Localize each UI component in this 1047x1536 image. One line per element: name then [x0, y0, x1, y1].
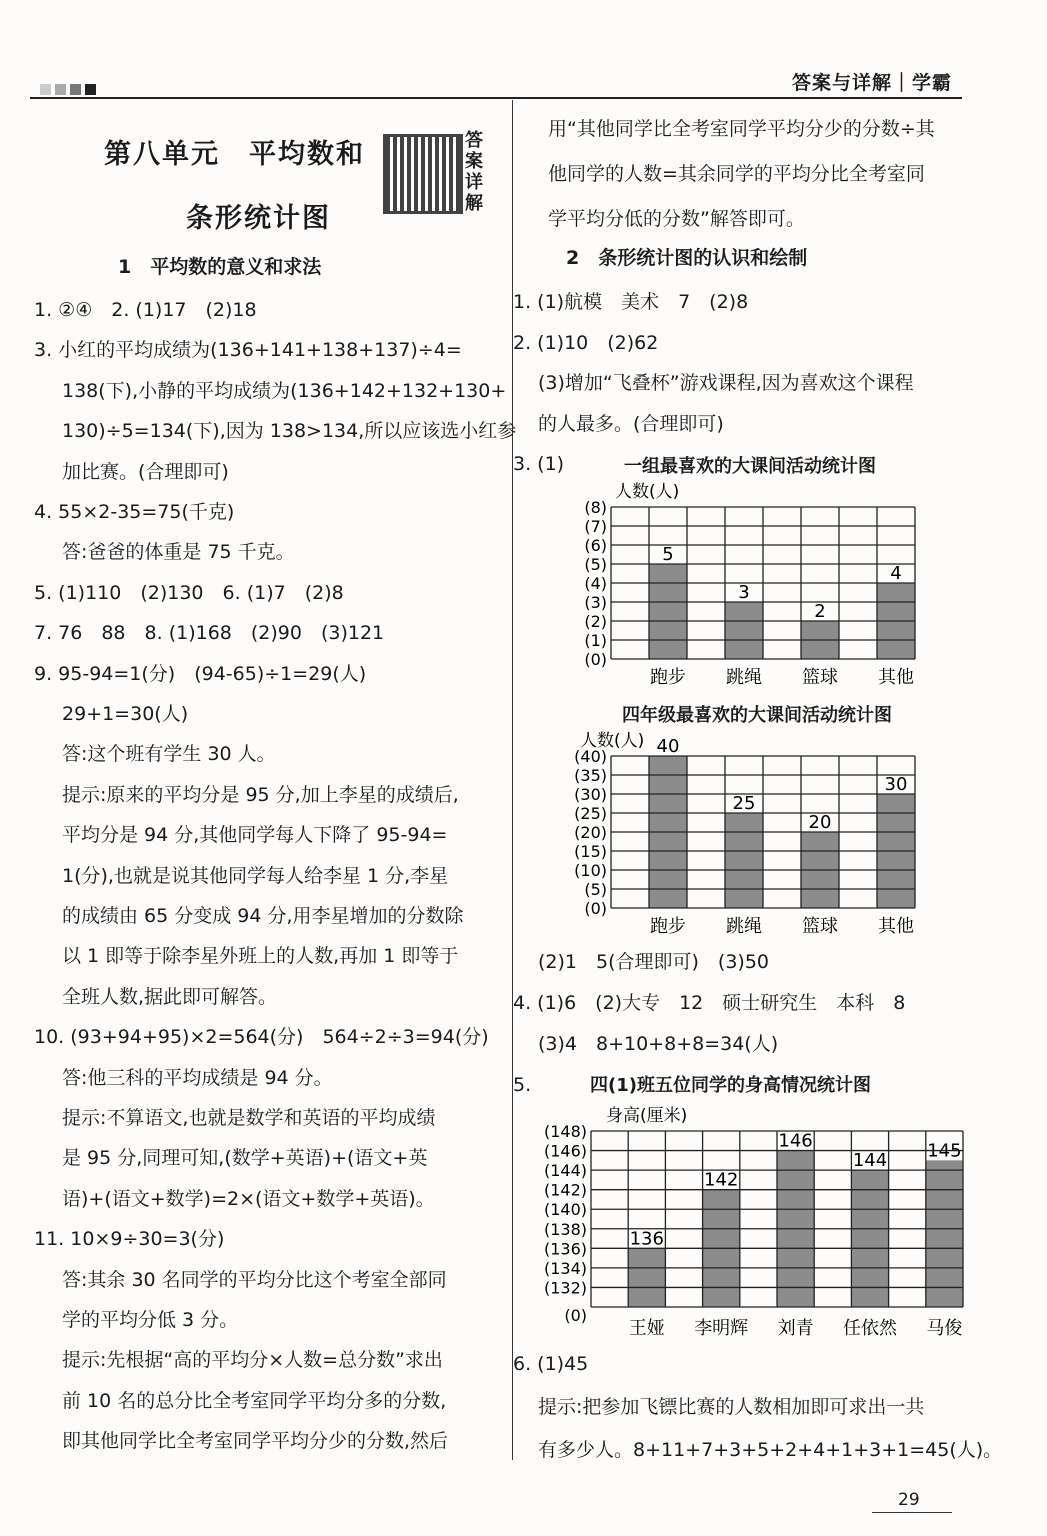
chart1-title: 一组最喜欢的大课间活动统计图: [624, 456, 876, 477]
qr-code-icon[interactable]: [383, 134, 463, 214]
chart-bar: [725, 813, 763, 908]
text-line: 答:他三科的平均成绩是 94 分。: [62, 1066, 333, 1089]
chart-category-label: 跑步: [650, 916, 686, 937]
text-line: 平均分是 94 分,其他同学每人下降了 95-94=: [62, 824, 448, 847]
chart-ytick: (2): [584, 612, 607, 631]
chart-category-label: 任依然: [843, 1318, 897, 1339]
chart-data-label: 4: [890, 563, 902, 584]
text-line: 答:这个班有学生 30 人。: [62, 743, 276, 766]
header-square-mid: [55, 84, 66, 95]
text-line: 5.: [513, 1074, 532, 1096]
text-line: 是 95 分,同理可知,(数学+英语)+(语文+英: [62, 1147, 428, 1170]
text-line: 3. 小红的平均成绩为(136+141+138+137)÷4=: [34, 339, 462, 362]
chart-bar: [926, 1160, 963, 1307]
chart-ytick: (5): [584, 880, 607, 899]
footer-rule: [872, 1512, 952, 1513]
text-line: 的人最多。(合理即可): [538, 412, 724, 435]
text-line: 29+1=30(人): [62, 703, 189, 725]
brand-label: 答案与详解｜学霸: [791, 72, 952, 94]
text-line: 全班人数,据此即可解答。: [62, 985, 278, 1008]
header-square-light: [40, 84, 51, 95]
chart-ytick: (1): [584, 631, 607, 650]
header-rule: [30, 97, 962, 99]
text-line: 的成绩由 65 分变成 94 分,用李星增加的分数除: [62, 905, 464, 927]
page-number: 29: [898, 1490, 920, 1510]
chart-ytick: (20): [574, 823, 607, 842]
unit-title-line1: 第八单元 平均数和: [104, 139, 365, 170]
chart-data-label: 146: [778, 1130, 813, 1152]
text-line: 答:爸爸的体重是 75 千克。: [62, 541, 295, 564]
chart-ytick: (0): [564, 1306, 587, 1325]
text-line: (3)增加“飞叠杯”游戏课程,因为喜欢这个课程: [538, 372, 914, 394]
chart-ytick: (8): [584, 498, 607, 517]
chart-data-label: 25: [732, 793, 756, 814]
text-line: 提示:原来的平均分是 95 分,加上李星的成绩后,: [62, 783, 459, 806]
text-line: 138(下),小静的平均成绩为(136+142+132+130+: [62, 379, 507, 402]
text-line: 提示:不算语文,也就是数学和英语的平均成绩: [62, 1107, 436, 1129]
text-line: 3. (1): [513, 453, 565, 475]
chart-category-label: 其他: [878, 667, 914, 688]
text-line: 4. (1)6 (2)大专 12 硕士研究生 本科 8: [513, 992, 906, 1014]
chart2-title: 四年级最喜欢的大课间活动统计图: [622, 705, 892, 726]
chart-ytick: (146): [543, 1141, 587, 1161]
chart-category-label: 跑步: [650, 667, 686, 688]
section-title-2: 2 条形统计图的认识和绘制: [566, 247, 808, 269]
text-line: 提示:先根据“高的平均分×人数=总分数”求出: [62, 1349, 443, 1372]
text-line: 答:其余 30 名同学的平均分比这个考室全部同: [62, 1268, 447, 1291]
chart-data-label: 30: [884, 774, 908, 795]
text-line: 提示:把参加飞镖比赛的人数相加即可求出一共: [538, 1396, 925, 1418]
chart-data-label: 136: [629, 1228, 664, 1250]
chart-data-label: 2: [814, 601, 826, 622]
chart-data-label: 142: [704, 1169, 739, 1191]
chart-ytick: (10): [574, 861, 607, 880]
text-line: 即其他同学比全考室同学平均分少的分数,然后: [62, 1430, 449, 1453]
chart-ytick: (6): [584, 536, 607, 555]
chart-data-label: 40: [656, 736, 680, 757]
chart-category-label: 刘青: [777, 1318, 814, 1339]
chart-ytick: (0): [584, 899, 607, 918]
chart-ytick: (4): [584, 574, 607, 593]
text-line: 2. (1)10 (2)62: [513, 331, 659, 354]
chart-category-label: 篮球: [802, 667, 838, 688]
chart-ytick: (140): [543, 1200, 587, 1220]
chart-data-label: 20: [808, 812, 832, 833]
chart-ytick: (25): [574, 804, 607, 823]
text-line: 1. (1)航模 美术 7 (2)8: [513, 291, 749, 313]
header-square-dark: [70, 84, 81, 95]
chart-ytick: (7): [584, 517, 607, 536]
text-line: 7. 76 88 8. (1)168 (2)90 (3)121: [34, 622, 385, 645]
text-line: 10. (93+94+95)×2=564(分) 564÷2÷3=94(分): [34, 1026, 489, 1049]
chart-category-label: 跳绳: [726, 667, 762, 688]
chart-ytick: (134): [543, 1258, 587, 1278]
chart-data-label: 144: [852, 1150, 888, 1172]
chart-ytick: (0): [584, 650, 607, 669]
chart-ylabel: 人数(人): [580, 731, 645, 751]
chart-ytick: (136): [543, 1239, 587, 1259]
chart3-svg: [528, 1097, 968, 1340]
chart-category-label: 王娅: [628, 1318, 665, 1339]
chart1-svg: [535, 478, 955, 690]
qr-caption: 答案详解: [465, 130, 483, 214]
chart-ytick: (138): [543, 1219, 587, 1239]
chart-ytick: (30): [574, 785, 607, 804]
header-square-black: [85, 84, 96, 95]
text-line: 11. 10×9÷30=3(分): [34, 1228, 225, 1251]
text-line: 语)+(语文+数学)=2×(语文+数学+英语)。: [62, 1187, 435, 1210]
text-line: 6. (1)45: [513, 1353, 589, 1375]
text-line: 5. (1)110 (2)130 6. (1)7 (2)8: [34, 581, 344, 604]
chart-bar: [851, 1170, 888, 1307]
chart-category-label: 马俊: [926, 1318, 963, 1339]
chart-bar: [628, 1248, 665, 1307]
chart-data-label: 3: [738, 582, 750, 603]
text-line: (2)1 5(合理即可) (3)50: [538, 951, 770, 973]
text-line: (3)4 8+10+8+8=34(人): [538, 1033, 779, 1055]
text-line: 前 10 名的总分比全考室同学平均分多的分数,: [62, 1389, 447, 1412]
text-line: 他同学的人数=其余同学的平均分比全考室同: [548, 163, 925, 185]
chart-category-label: 其他: [878, 916, 914, 937]
chart-ytick: (132): [543, 1278, 587, 1298]
chart-ytick: (148): [543, 1122, 587, 1141]
text-line: 学平均分低的分数”解答即可。: [548, 208, 805, 230]
chart-category-label: 李明辉: [694, 1318, 749, 1339]
text-line: 1(分),也就是说其他同学每人给李星 1 分,李星: [62, 864, 449, 887]
chart-category-label: 篮球: [802, 916, 838, 937]
unit-title-line2: 条形统计图: [186, 203, 331, 234]
chart-ylabel: 身高(厘米): [606, 1106, 688, 1126]
text-line: 130)÷5=134(下),因为 138>134,所以应该选小红参: [62, 420, 517, 443]
text-line: 9. 95-94=1(分) (94-65)÷1=29(人): [34, 662, 367, 685]
chart-ylabel: 人数(人): [615, 482, 680, 502]
text-line: 用“其他同学比全考室同学平均分少的分数÷其: [548, 118, 935, 140]
chart-bar: [649, 564, 687, 659]
chart-ytick: (3): [584, 593, 607, 612]
chart-ytick: (15): [574, 842, 607, 861]
chart-ytick: (35): [574, 766, 607, 785]
chart-data-label: 145: [927, 1140, 962, 1162]
chart-ytick: (40): [574, 747, 607, 766]
chart-ytick: (5): [584, 555, 607, 574]
chart-bar: [725, 602, 763, 659]
text-line: 有多少人。8+11+7+3+5+2+4+1+3+1=45(人)。: [538, 1439, 1003, 1461]
chart-data-label: 5: [662, 544, 674, 565]
text-line: 4. 55×2-35=75(千克): [34, 501, 235, 523]
text-line: 加比赛。(合理即可): [62, 460, 229, 483]
chart-ytick: (144): [543, 1161, 587, 1181]
text-line: 以 1 即等于除李星外班上的人数,再加 1 即等于: [62, 945, 459, 968]
section-title-1: 1 平均数的意义和求法: [118, 256, 322, 278]
chart-ytick: (142): [543, 1180, 587, 1200]
chart3-title: 四(1)班五位同学的身高情况统计图: [590, 1075, 871, 1096]
text-line: 学的平均分低 3 分。: [62, 1309, 239, 1331]
chart2-svg: [535, 727, 955, 939]
text-line: 1. ②④ 2. (1)17 (2)18: [34, 299, 257, 321]
chart-category-label: 跳绳: [726, 916, 762, 937]
